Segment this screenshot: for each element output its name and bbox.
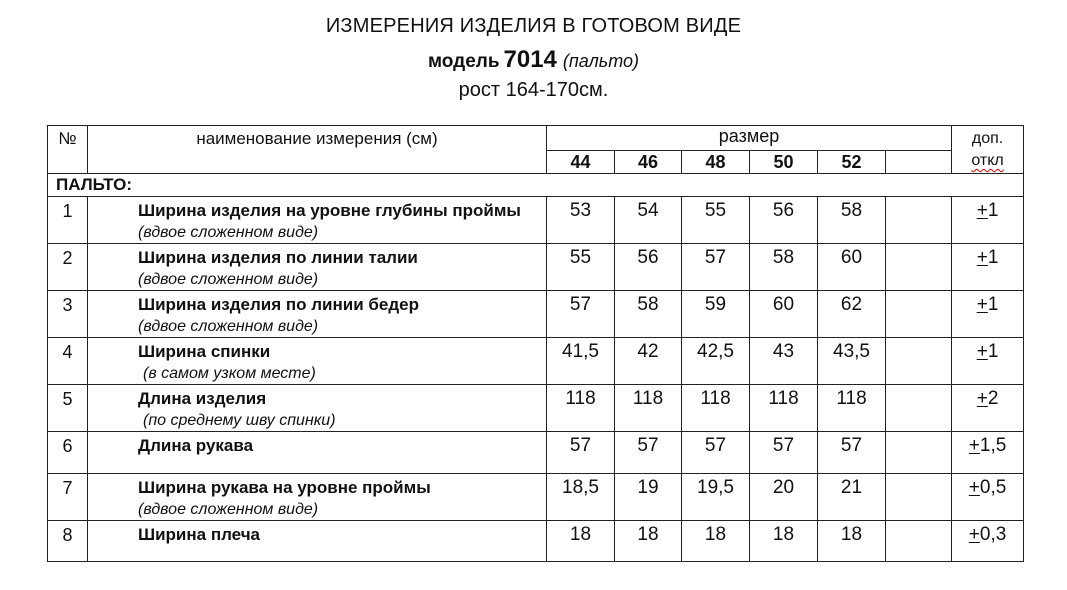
measurement-name: Ширина изделия по линии талии [138, 248, 418, 267]
measurement-value: 59 [682, 291, 750, 338]
measurement-value: 42 [615, 338, 682, 385]
measurement-note: (вдвое сложенном виде) [138, 224, 319, 241]
measurement-name: Длина рукава [138, 436, 254, 455]
measurement-value: 42,5 [682, 338, 750, 385]
measurement-value: 58 [818, 197, 886, 244]
measurement-value: 118 [547, 385, 615, 432]
size-header: 46 [615, 151, 682, 174]
measurement-value: 118 [750, 385, 818, 432]
measurement-value: 19,5 [682, 474, 750, 521]
measurement-name: Длина изделия [138, 389, 267, 408]
table-row [48, 197, 1024, 244]
measurement-name-cell [88, 432, 547, 474]
tolerance-header-line2: откл [971, 152, 1004, 169]
tolerance-sign: + [976, 341, 988, 362]
model-number: 7014 [503, 46, 557, 73]
measurement-value: 19 [615, 474, 682, 521]
measurement-name: Ширина рукава на уровне проймы [138, 478, 431, 497]
model-type: (пальто) [562, 51, 640, 71]
measurement-value: 18,5 [547, 474, 615, 521]
measurement-value: 20 [750, 474, 818, 521]
tolerance-sign: + [968, 435, 980, 456]
column-header-tolerance [952, 126, 1024, 174]
tolerance-value: 2 [987, 388, 999, 409]
measurement-value: 21 [818, 474, 886, 521]
table-row [48, 244, 1024, 291]
table-row [48, 291, 1024, 338]
measurement-name-cell [88, 385, 547, 432]
row-number: 3 [48, 291, 88, 338]
measurements-table [47, 125, 1024, 562]
model-label: модель [427, 51, 500, 72]
measurement-value: 57 [547, 291, 615, 338]
tolerance-cell [952, 197, 1024, 244]
tolerance-cell [952, 474, 1024, 521]
tolerance-value: 1 [987, 294, 999, 315]
section-row [48, 174, 1024, 197]
measurement-name: Ширина изделия по линии бедер [138, 295, 419, 314]
header-row-1 [48, 126, 1024, 151]
table-row [48, 338, 1024, 385]
row-number: 1 [48, 197, 88, 244]
size-header: 52 [818, 151, 886, 174]
measurement-value: 18 [750, 521, 818, 562]
tolerance-sign: + [968, 524, 980, 545]
measurement-name: Ширина изделия на уровне глубины проймы [138, 201, 521, 220]
measurement-value: 18 [615, 521, 682, 562]
row-number: 8 [48, 521, 88, 562]
measurement-value: 57 [682, 432, 750, 474]
tolerance-header-line1: доп. [971, 130, 1004, 147]
table-row [48, 521, 1024, 562]
tolerance-cell [952, 338, 1024, 385]
row-number: 4 [48, 338, 88, 385]
measurement-value: 57 [615, 432, 682, 474]
measurement-note: (по среднему шву спинки) [143, 412, 336, 429]
column-header-number: № [48, 126, 88, 174]
height-range: рост 164-170см. [458, 79, 609, 101]
measurement-value: 18 [682, 521, 750, 562]
table-row [48, 385, 1024, 432]
measurement-value: 55 [682, 197, 750, 244]
tolerance-value: 1 [987, 200, 999, 221]
measurement-value: 58 [615, 291, 682, 338]
row-number: 6 [48, 432, 88, 474]
tolerance-sign: + [976, 247, 988, 268]
measurement-value: 56 [615, 244, 682, 291]
tolerance-cell [952, 521, 1024, 562]
measurement-value [886, 432, 952, 474]
tolerance-sign: + [976, 388, 988, 409]
model-line [0, 45, 1067, 77]
column-header-size: размер [547, 126, 952, 151]
measurement-value: 118 [682, 385, 750, 432]
measurement-value: 57 [682, 244, 750, 291]
tolerance-sign: + [976, 294, 988, 315]
size-header: 48 [682, 151, 750, 174]
table-row [48, 432, 1024, 474]
measurement-name-cell [88, 474, 547, 521]
measurement-name-cell [88, 521, 547, 562]
size-header: 50 [750, 151, 818, 174]
tolerance-value: 0,3 [979, 524, 1007, 545]
tolerance-sign: + [976, 200, 988, 221]
measurement-value [886, 291, 952, 338]
size-header: 44 [547, 151, 615, 174]
measurement-name-cell [88, 197, 547, 244]
tolerance-cell [952, 244, 1024, 291]
measurement-value: 54 [615, 197, 682, 244]
tolerance-value: 1,5 [979, 435, 1007, 456]
measurement-value: 43 [750, 338, 818, 385]
measurement-value: 43,5 [818, 338, 886, 385]
measurement-value: 118 [615, 385, 682, 432]
measurement-value: 18 [547, 521, 615, 562]
measurement-note: (вдвое сложенном виде) [138, 318, 319, 335]
measurement-value: 60 [750, 291, 818, 338]
measurement-note: (вдвое сложенном виде) [138, 271, 319, 288]
tolerance-value: 1 [987, 341, 999, 362]
measurement-value: 60 [818, 244, 886, 291]
measurement-value: 53 [547, 197, 615, 244]
tolerance-cell [952, 385, 1024, 432]
row-number: 2 [48, 244, 88, 291]
measurement-name: Ширина плеча [138, 525, 261, 544]
measurement-value: 18 [818, 521, 886, 562]
measurement-value [886, 385, 952, 432]
row-number: 7 [48, 474, 88, 521]
measurement-value [886, 197, 952, 244]
measurement-note: (вдвое сложенном виде) [138, 501, 319, 518]
measurement-value: 57 [818, 432, 886, 474]
measurement-value [886, 521, 952, 562]
size-header [886, 151, 952, 174]
tolerance-cell [952, 432, 1024, 474]
measurement-note: (в самом узком месте) [143, 365, 316, 382]
measurement-value: 56 [750, 197, 818, 244]
measurement-value: 57 [547, 432, 615, 474]
measurement-value: 55 [547, 244, 615, 291]
table-body [48, 126, 1024, 562]
measurement-value: 118 [818, 385, 886, 432]
measurement-value [886, 338, 952, 385]
tolerance-cell [952, 291, 1024, 338]
measurement-name-cell [88, 291, 547, 338]
measurement-name-cell [88, 338, 547, 385]
section-label: ПАЛЬТО: [48, 174, 1024, 197]
measurement-name-cell [88, 244, 547, 291]
column-header-name: наименование измерения (см) [88, 126, 547, 174]
measurement-name: Ширина спинки [138, 342, 271, 361]
table-row [48, 474, 1024, 521]
measurement-value: 41,5 [547, 338, 615, 385]
tolerance-value: 0,5 [979, 477, 1007, 498]
measurement-value: 62 [818, 291, 886, 338]
tolerance-value: 1 [987, 247, 999, 268]
tolerance-sign: + [968, 477, 980, 498]
measurement-value [886, 474, 952, 521]
row-number: 5 [48, 385, 88, 432]
document-title: ИЗМЕРЕНИЯ ИЗДЕЛИЯ В ГОТОВОМ ВИДЕ [325, 15, 742, 37]
measurement-value: 57 [750, 432, 818, 474]
measurement-value: 58 [750, 244, 818, 291]
measurement-value [886, 244, 952, 291]
